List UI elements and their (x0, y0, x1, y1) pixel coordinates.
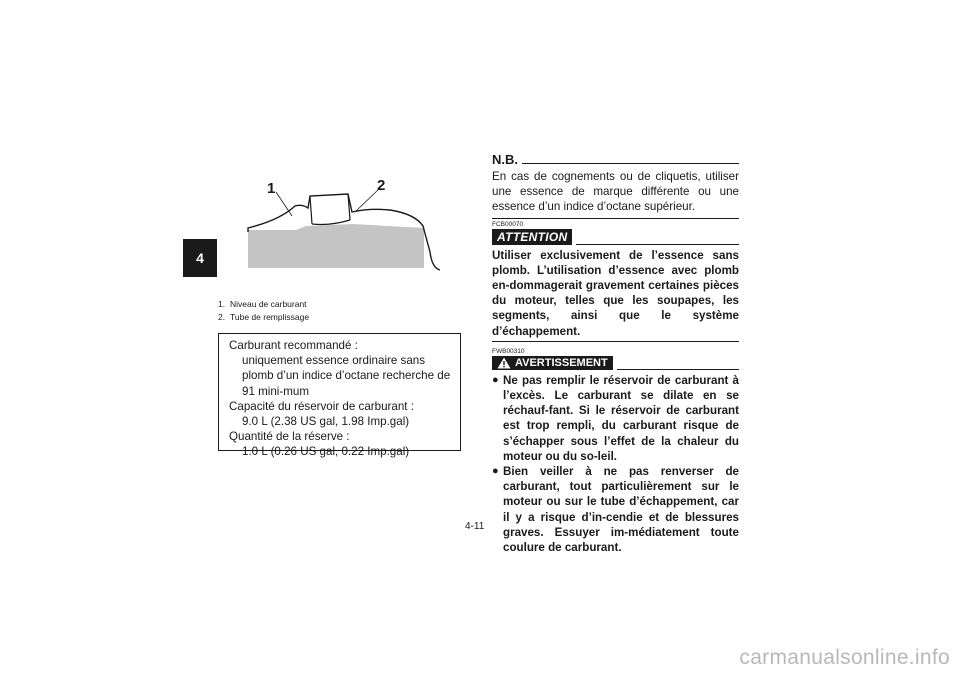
right-column (492, 152, 739, 555)
caution-end-rule (492, 341, 739, 342)
warning-rule (617, 369, 739, 370)
warning-code: FWB00310 (492, 347, 525, 355)
spec-capacity-value: 9.0 L (2.38 US gal, 1.98 Imp.gal) (242, 415, 410, 429)
spec-reserve-value: 1.0 L (0.26 US gal, 0.22 Imp.gal) (242, 445, 410, 459)
chapter-tab: 4 (183, 239, 217, 277)
caution-label: ATTENTION (492, 229, 572, 245)
page-number: 4-11 (465, 521, 485, 532)
spec-capacity-label: Capacité du réservoir de carburant : (229, 399, 414, 413)
legend-label: Niveau de carburant (230, 299, 307, 309)
caution-text: Utiliser exclusivement de l’essence sans plomb. L’utilisation d’essence avec plomb en-dommagerait gravement certaines pièces du moteur, telles que les soupapes, les segments, ainsi que le système d’échappement. (492, 248, 739, 338)
legend-item (218, 298, 309, 311)
legend-label: Tube de remplissage (230, 312, 310, 322)
warning-label-text: AVERTISSEMENT (515, 356, 608, 369)
figure-legend (218, 298, 309, 324)
warning-item-text: Bien veiller à ne pas renverser de carburant, tout particulièrement sur le moteur ou sur le tube d’échappement, car il y a risque d’in-cendie et de blessures graves. Essuyer im-médiatement toute coulure de carburant. (503, 465, 739, 555)
caution-header (492, 229, 739, 245)
section-divider (492, 218, 739, 219)
warning-list (492, 373, 739, 555)
caution-rule (576, 244, 739, 245)
bullet-icon: ● (492, 465, 499, 478)
warning-label (492, 356, 613, 370)
warning-triangle-icon (497, 357, 511, 369)
caution-code: FCB00070 (492, 220, 524, 228)
legend-item (218, 311, 309, 324)
legend-number: 1. (218, 299, 226, 309)
warning-item (492, 464, 739, 555)
warning-item (492, 373, 739, 464)
warning-header (492, 356, 739, 370)
spec-recommended-fuel-label: Carburant recommandé : (229, 339, 358, 352)
fuel-level-fill (248, 224, 424, 268)
note-rule (522, 163, 739, 164)
warning-item-text: Ne pas remplir le réservoir de carburant à l’excès. Le carburant se dilate en se réchauf-fant. Si le réservoir de carburant est trop rempli, du carburant risque de s’échapper sous l’effet de la chaleur du moteur ou du so-leil. (503, 373, 739, 463)
callout-1: 1 (267, 180, 276, 197)
note-heading: N.B. (492, 152, 518, 167)
bullet-icon: ● (492, 373, 499, 386)
spec-reserve-label: Quantité de la réserve : (229, 430, 350, 444)
watermark: carmanualsonline.info (739, 646, 950, 669)
note-text: En cas de cognements ou de cliquetis, utiliser une essence de marque différente ou une essence d’un indice d’octane supérieur. (492, 170, 739, 214)
note-header (492, 152, 739, 167)
legend-number: 2. (218, 312, 226, 322)
fuel-spec-box (218, 333, 461, 459)
spec-recommended-fuel-value: uniquement essence ordinaire sans plomb d’un indice d’octane recherche de 91 mini-mum (242, 354, 451, 398)
callout-2: 2 (377, 177, 386, 194)
leader-line-1 (276, 192, 292, 216)
filler-tube (310, 194, 350, 225)
